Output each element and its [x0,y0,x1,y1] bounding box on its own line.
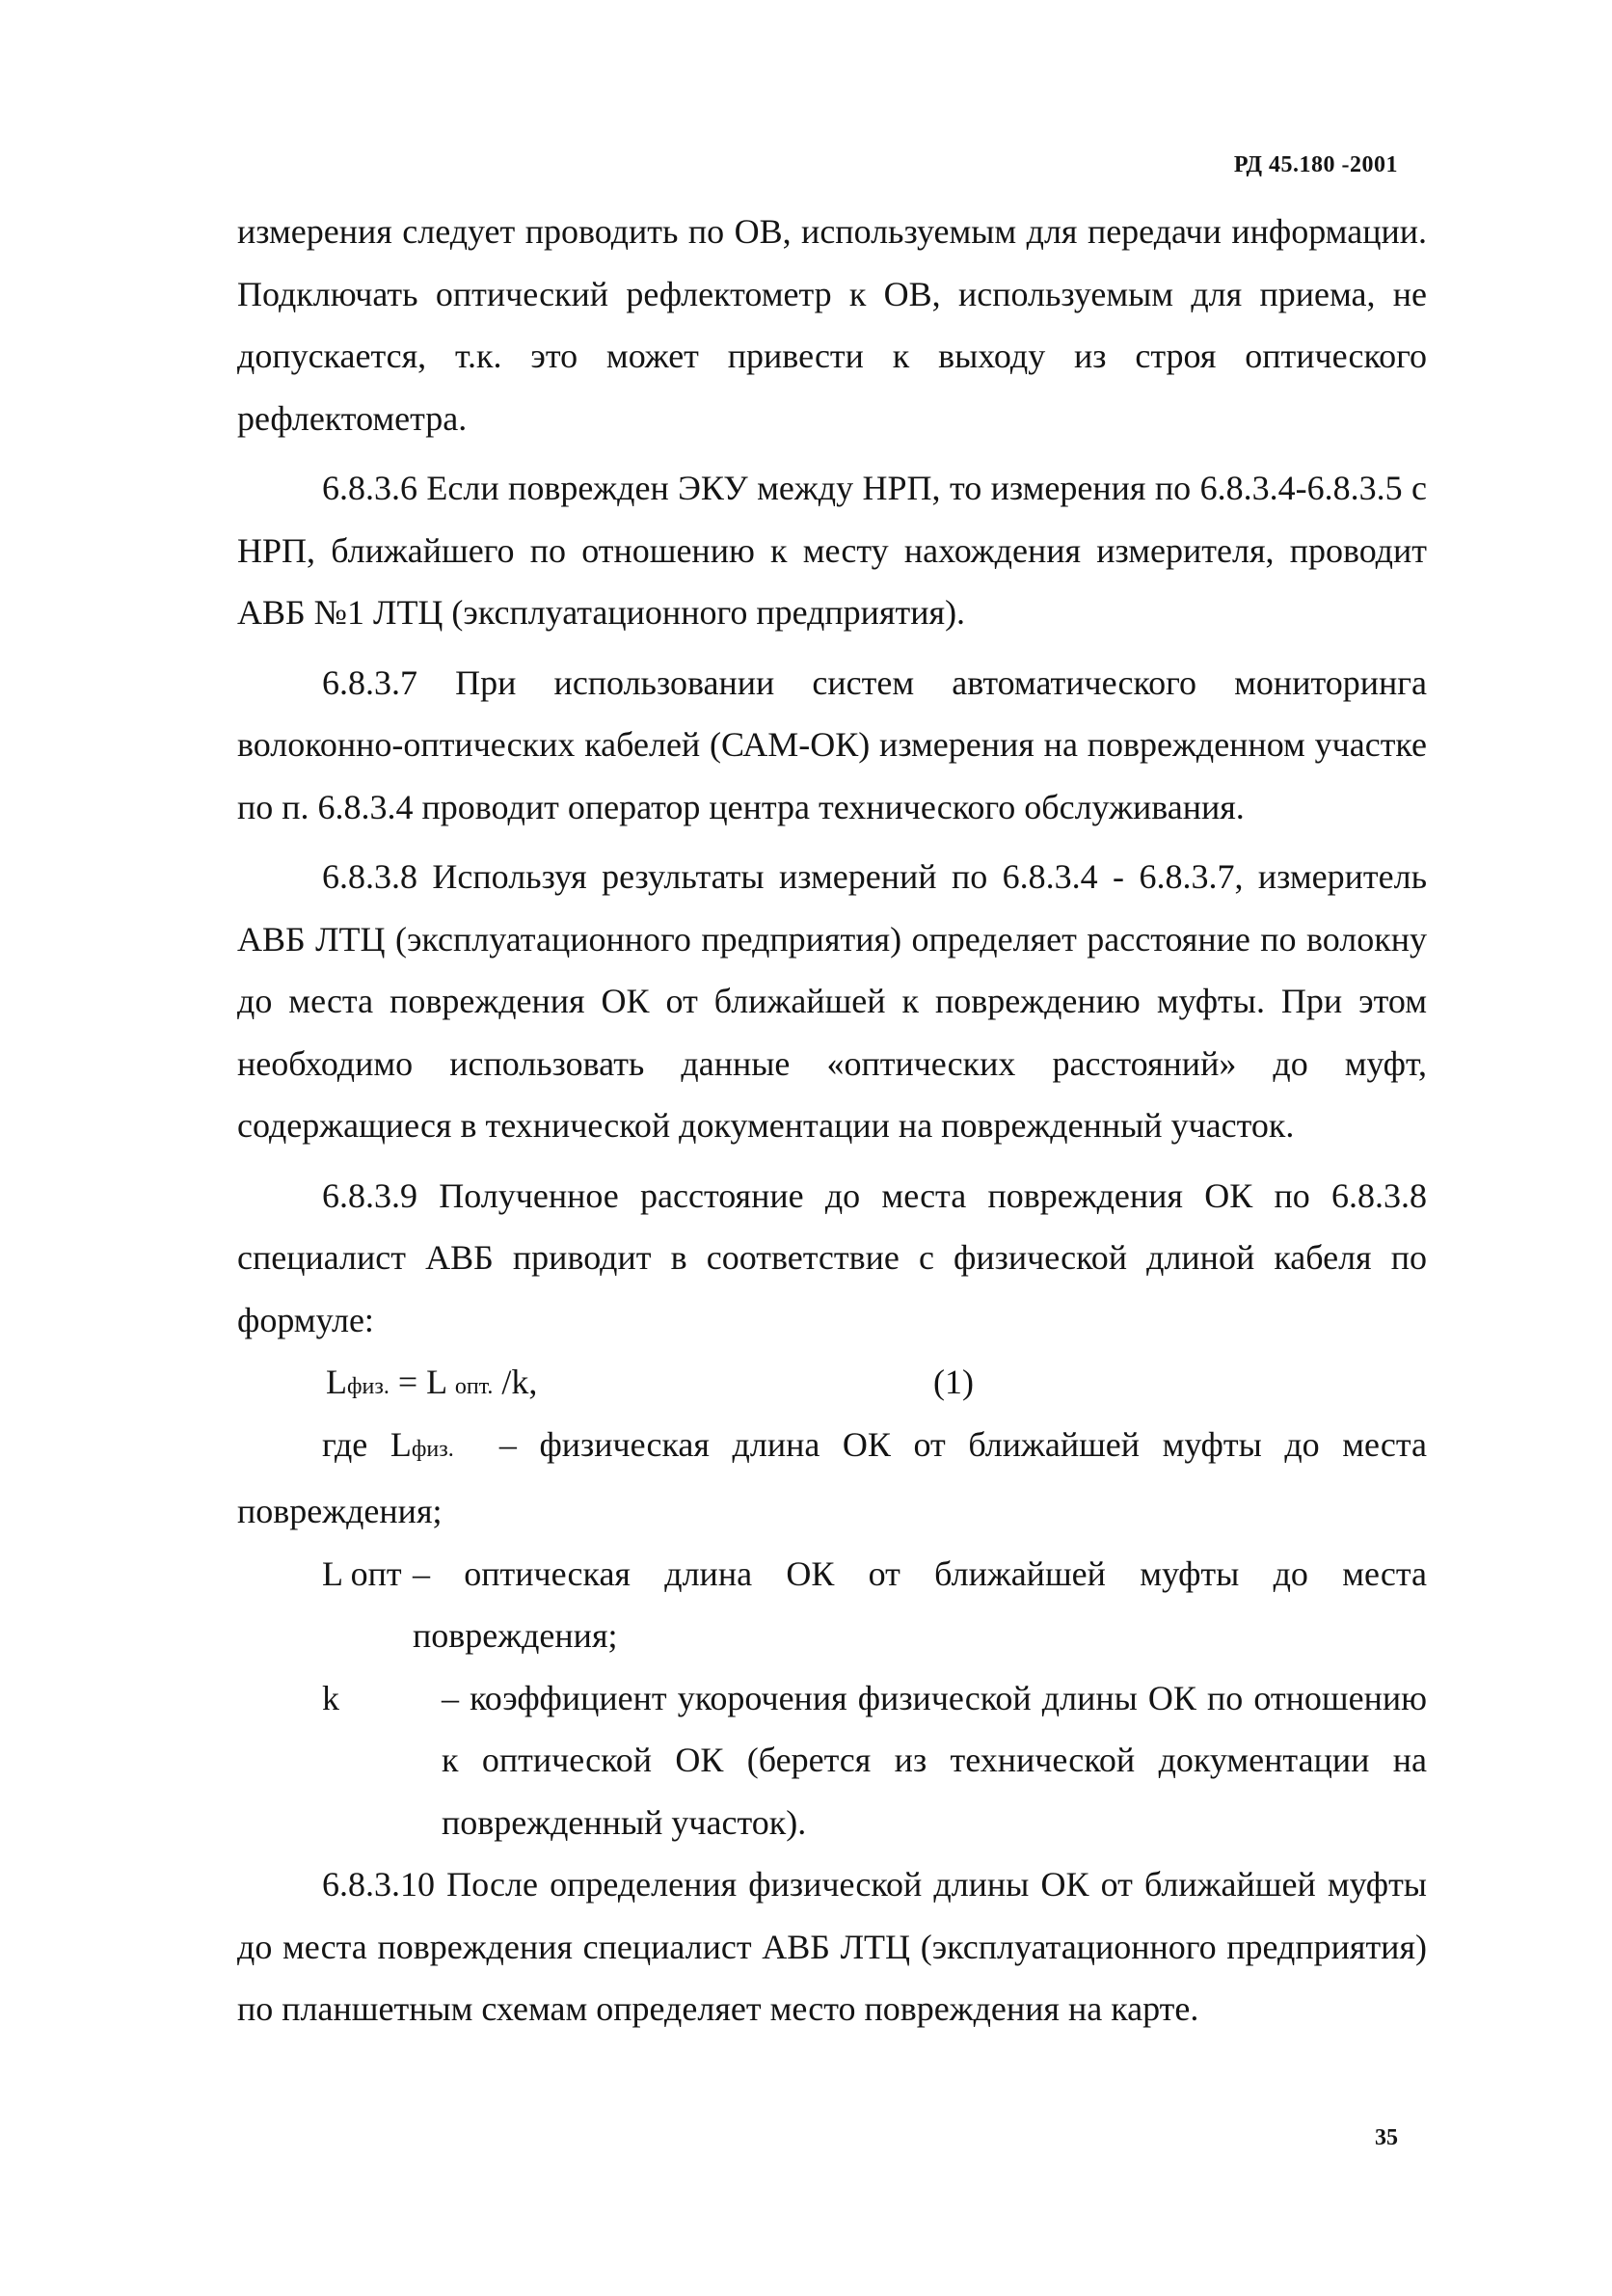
formula-1 [237,1351,1427,1414]
paragraph-6-8-3-10: 6.8.3.10 После определения физической длины ОК от ближайшей муфты до места повреждения специалист АВБ ЛТЦ (эксплуатационного предприятия) по планшетным схемам определяет место повреждения на карте. [237,1865,1427,2028]
paragraph-6-8-3-8: 6.8.3.8 Используя результаты измерений по 6.8.3.4 - 6.8.3.7, измеритель АВБ ЛТЦ (эксплуатационного предприятия) определяет расстояние по волокну до места повреждения ОК от ближайшей к повреждению муфты. При этом необходимо использовать данные «оптических расстояний» до муфт, содержащиеся в технической документации на поврежденный участок. [237,857,1427,1145]
formula-lhs-symbol: L [326,1363,347,1401]
definition-k-symbol: k [322,1678,339,1717]
definition-l-phys-symbol: L [390,1424,412,1464]
definition-l-opt-symbol: L опт [322,1553,402,1593]
definition-k-text: – коэффициент укорочения физической длины ОК по отношению к оптической ОК (берется из технической документации на поврежденный участок). [442,1678,1427,1842]
definition-l-phys [237,1414,1427,1543]
definition-l-opt [237,1543,1427,1667]
where-word: где [322,1424,390,1464]
paragraph-6-8-3-7: 6.8.3.7 При использовании систем автоматического мониторинга волоконно-оптических кабелей (САМ-ОК) измерения на поврежденном участке по п. 6.8.3.4 проводит оператор центра технического обслуживания. [237,662,1427,826]
definition-k [237,1667,1427,1854]
definition-l-phys-subscript: физ. [411,1436,454,1462]
definition-l-phys-text: – физическая длина ОК от ближайшей муфты до места повреждения; [237,1424,1427,1530]
formula-lhs-subscript: физ. [347,1374,390,1399]
formula-rhs-subscript: опт. [454,1374,494,1399]
page-number: 35 [1375,2125,1398,2150]
formula-equals-part: = L [389,1363,455,1401]
document-body [237,201,1427,2040]
paragraph-6-8-3-9: 6.8.3.9 Полученное расстояние до места повреждения ОК по 6.8.3.8 специалист АВБ приводит в соответствие с физической длиной кабеля по формуле: [237,1175,1427,1339]
paragraph-6-8-3-6: 6.8.3.6 Если поврежден ЭКУ между НРП, то измерения по 6.8.3.4-6.8.3.5 с НРП, ближайшего по отношению к месту нахождения измерителя, проводит АВБ №1 ЛТЦ (эксплуатационного предприятия). [237,469,1427,632]
formula-number: (1) [933,1363,974,1401]
formula-tail: /k, [493,1363,538,1401]
document-code-header: РД 45.180 -2001 [1233,152,1398,177]
formula-expression [326,1351,537,1418]
definition-l-opt-text: – оптическая длина ОК от ближайшей муфты до места повреждения; [413,1553,1427,1655]
paragraph-continuation: измерения следует проводить по ОВ, используемым для передачи информации. Подключать оптический рефлектометр к ОВ, используемым для приема, не допускается, т.к. это может привести к выходу из строя оптического рефлектометра. [237,212,1427,438]
